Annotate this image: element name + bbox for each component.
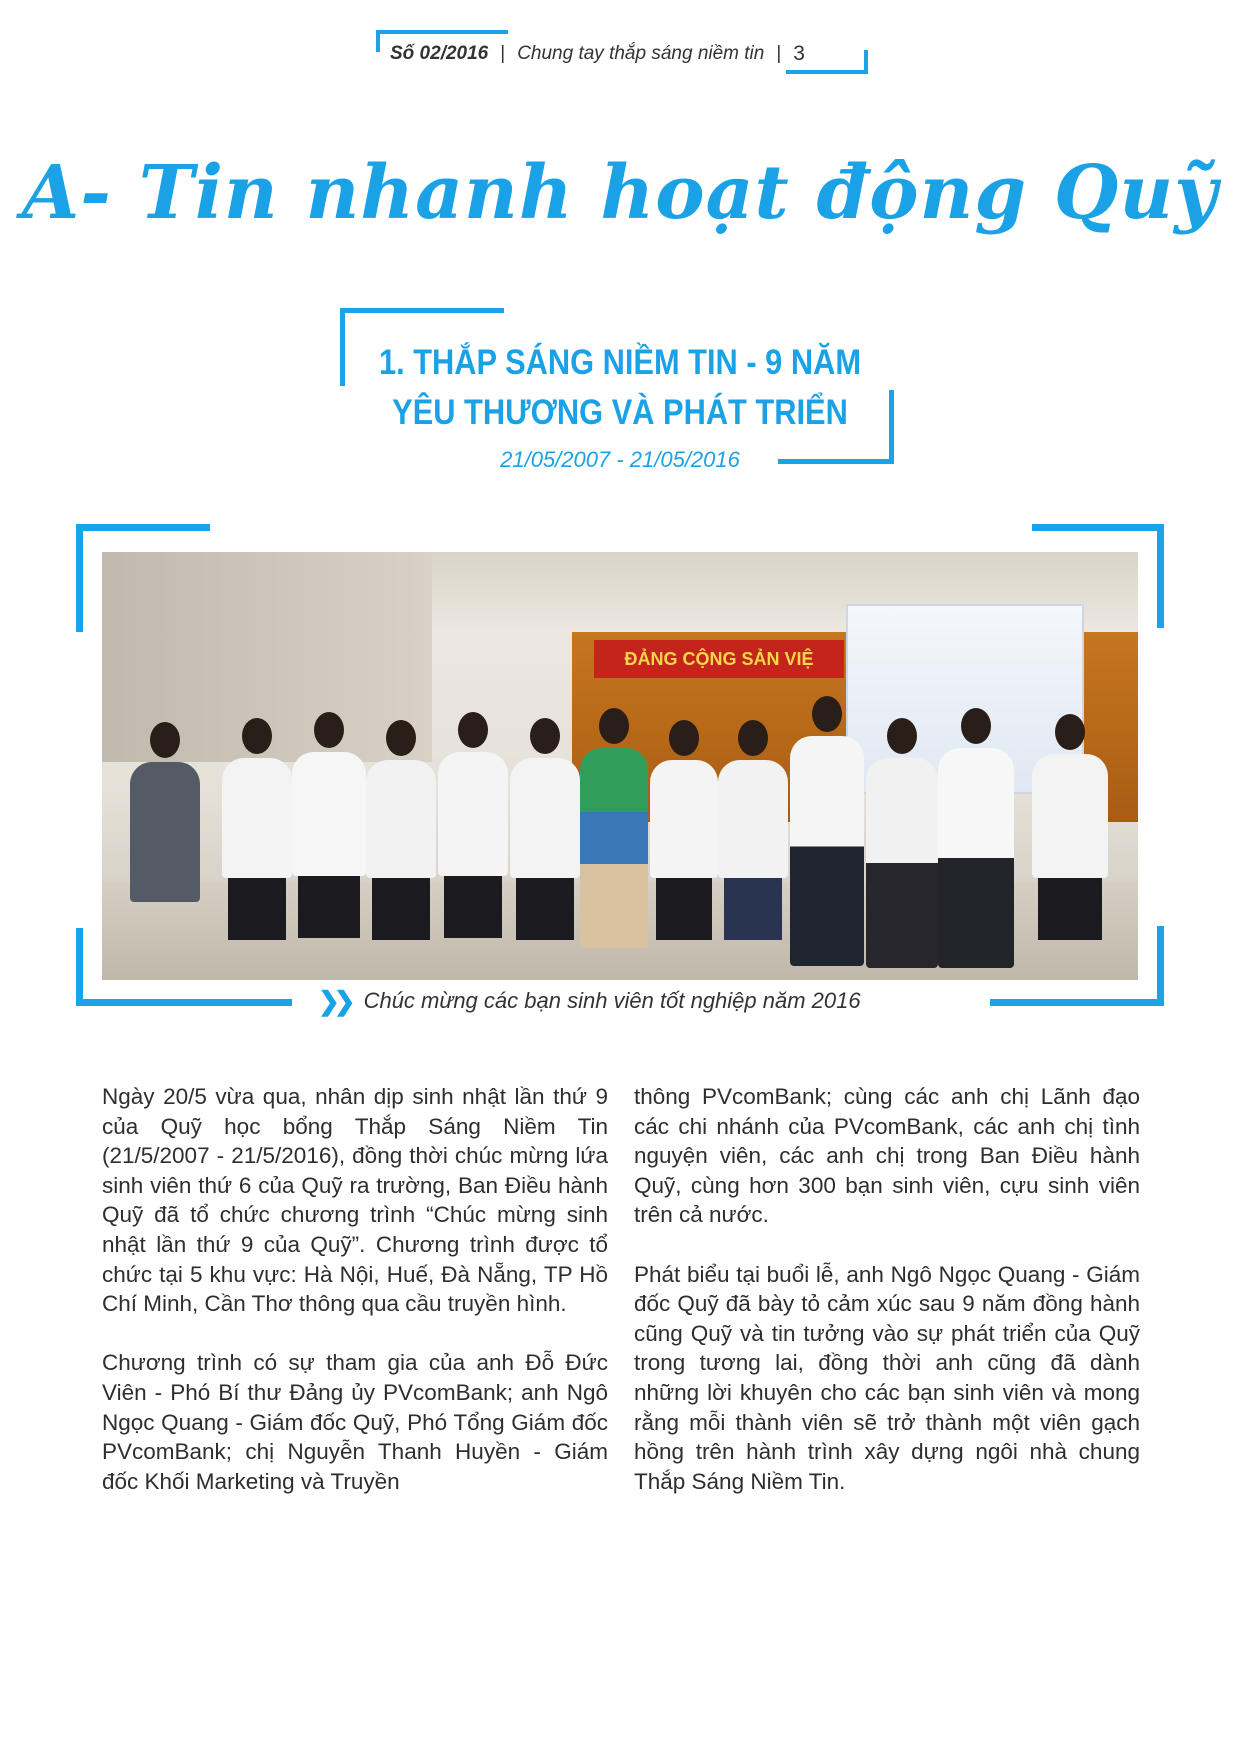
issue-number: Số 02/2016 — [390, 43, 489, 64]
photo-caption — [318, 984, 861, 1018]
header-bracket-left-horizontal — [376, 30, 508, 34]
group-photo — [102, 552, 1138, 980]
photo-frame-corner-br-v — [1157, 926, 1164, 1006]
section-title-line2: YÊU THƯƠNG VÀ PHÁT TRIỂN — [392, 393, 848, 432]
section-title — [374, 338, 867, 438]
header-divider: | — [500, 43, 506, 64]
photo-frame-corner-br-h — [990, 999, 1164, 1006]
photo-frame-corner-tl-h — [76, 524, 210, 531]
double-chevron-right-icon: ❯❯ — [318, 985, 350, 1016]
photo-person — [292, 752, 366, 876]
photo-person — [790, 736, 864, 966]
photo-caption-text: Chúc mừng các bạn sinh viên tốt nghiệp năm 2016 — [363, 988, 861, 1013]
photo-frame-corner-tl-v — [76, 524, 83, 632]
photo-person — [580, 748, 648, 948]
article-paragraph: Ngày 20/5 vừa qua, nhân dịp sinh nhật lần thứ 9 của Quỹ học bổng Thắp Sáng Niềm Tin (21/5/2007 - 21/5/2016), đồng thời chúc mừng lứa sinh viên thứ 6 của Quỹ ra trường, Ban Điều hành Quỹ đã tổ chức chương trình “Chúc mừng sinh nhật lần thứ 9 của Quỹ”. Chương trình được tổ chức tại 5 khu vực: Hà Nội, Huế, Đà Nẵng, TP Hồ Chí Minh, Cần Thơ thông qua cầu truyền hình. — [102, 1084, 608, 1317]
photo-person — [866, 758, 938, 968]
header-divider: | — [776, 43, 782, 64]
photo-person — [1032, 754, 1108, 878]
photo-frame-corner-tr-v — [1157, 524, 1164, 628]
article-paragraph: Phát biểu tại buổi lễ, anh Ngô Ngọc Quang - Giám đốc Quỹ đã bày tỏ cảm xúc sau 9 năm đồng hành cũng Quỹ và tin tưởng vào sự phát triển của Quỹ trong tương lai, đồng thời anh cũng đã dành những lời khuyên cho các bạn sinh viên và mong rằng mỗi thành viên sẽ trở thành một viên gạch hồng trên hành trình xây dựng ngôi nhà chung Thắp Sáng Niềm Tin. — [634, 1261, 1140, 1494]
article-column-left — [102, 1082, 608, 1526]
section-date-range: 21/05/2007 - 21/05/2016 — [500, 447, 740, 472]
photo-person — [438, 752, 508, 876]
photo-person — [222, 758, 292, 878]
page-number: 3 — [793, 42, 805, 65]
section-title-line1: 1. THẮP SÁNG NIỀM TIN - 9 NĂM — [378, 343, 861, 382]
photo-frame-corner-bl-v — [76, 928, 83, 1006]
photo-person — [650, 760, 718, 878]
photo-person — [938, 748, 1014, 968]
article-paragraph: Chương trình có sự tham gia của anh Đỗ Đức Viên - Phó Bí thư Đảng ủy PVcomBank; anh Ngô Ngọc Quang - Giám đốc Quỹ, Phó Tổng Giám đốc PVcomBank; chị Nguyễn Thanh Huyền - Giám đốc Khối Marketing và Truyền — [102, 1350, 608, 1494]
article-paragraph: thông PVcomBank; cùng các anh chị Lãnh đạo các chi nhánh của PVcomBank, các anh chị tình nguyện viên, các anh chị trong Ban Điều hành Quỹ, cùng hơn 300 bạn sinh viên, cựu sinh viên trên cả nước. — [634, 1084, 1140, 1228]
photo-person — [130, 762, 200, 902]
photo-person — [510, 758, 580, 878]
page-header — [390, 36, 860, 72]
photo-banner: ĐẢNG CỘNG SẢN VIỆ — [594, 640, 844, 678]
section-bracket-left — [340, 308, 345, 386]
photo-person — [718, 760, 788, 878]
main-title: A- Tin nhanh hoạt động Quỹ — [21, 150, 1219, 236]
article-column-right — [634, 1082, 1140, 1526]
photo-frame-corner-tr-h — [1032, 524, 1164, 531]
header-tagline: Chung tay thắp sáng niềm tin — [517, 43, 765, 64]
photo-frame-corner-bl-h — [76, 999, 292, 1006]
section-bracket-top — [340, 308, 504, 313]
photo-person — [366, 760, 436, 878]
